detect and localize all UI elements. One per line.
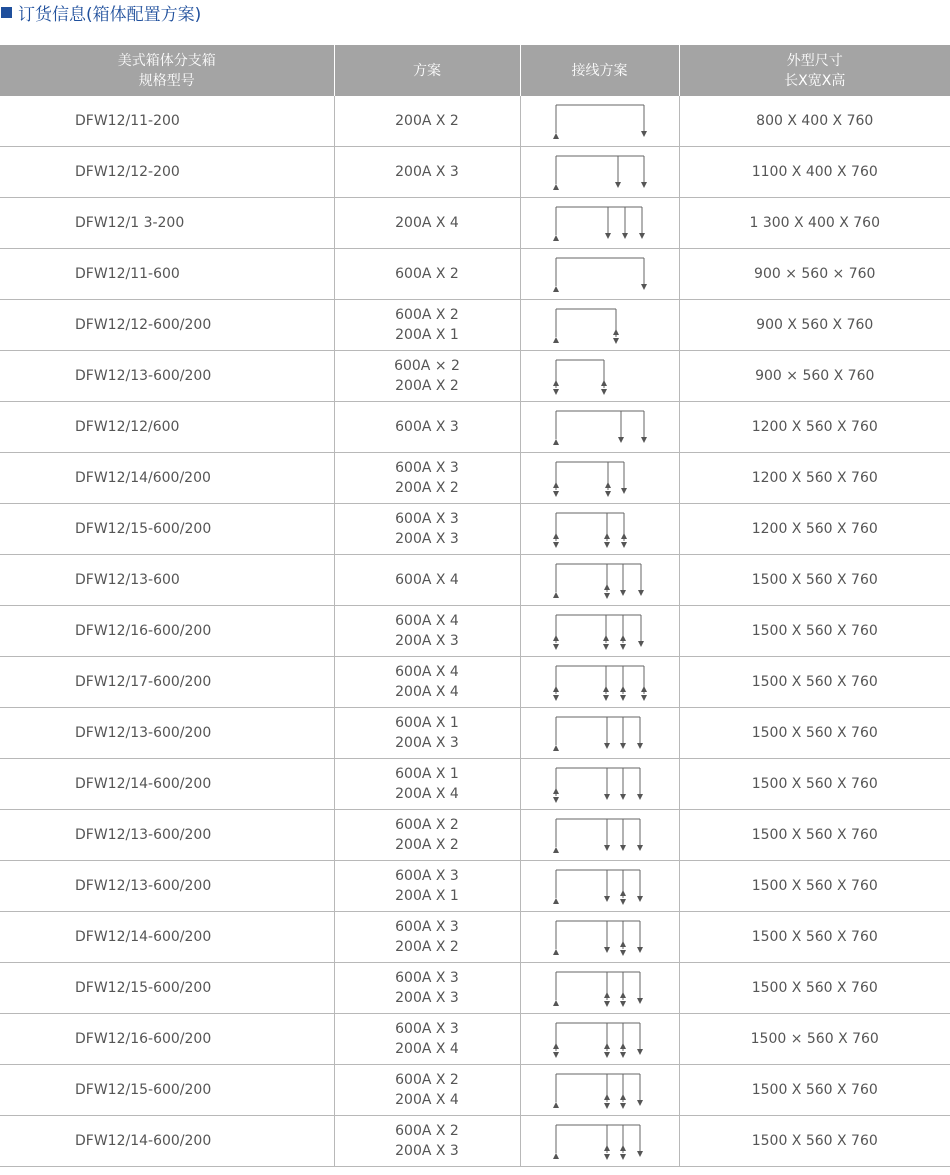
down-arrow-icon bbox=[553, 389, 559, 395]
plan-line: 600A X 4 bbox=[395, 613, 459, 629]
up-arrow-icon bbox=[604, 1145, 610, 1151]
down-arrow-icon bbox=[604, 542, 610, 548]
plan-cell bbox=[334, 198, 520, 249]
up-arrow-icon bbox=[553, 949, 559, 955]
table-row bbox=[0, 708, 950, 759]
wiring-diagram-cell bbox=[520, 861, 679, 912]
dimensions-cell: 1500 X 560 X 760 bbox=[679, 1065, 950, 1116]
down-arrow-icon bbox=[615, 182, 621, 188]
up-arrow-icon bbox=[553, 1000, 559, 1006]
wiring-diagram bbox=[550, 915, 650, 959]
plan-line: 600A × 2 bbox=[394, 358, 460, 374]
dimensions-cell: 1500 × 560 X 760 bbox=[679, 1014, 950, 1065]
plan-cell bbox=[334, 657, 520, 708]
wiring-diagram-cell bbox=[520, 810, 679, 861]
down-arrow-icon bbox=[641, 695, 647, 701]
wiring-diagram-cell bbox=[520, 351, 679, 402]
plan-cell bbox=[334, 453, 520, 504]
plan-cell bbox=[334, 249, 520, 300]
down-arrow-icon bbox=[637, 998, 643, 1004]
dimensions-cell: 1500 X 560 X 760 bbox=[679, 606, 950, 657]
down-arrow-icon bbox=[641, 131, 647, 137]
dimensions-cell: 1200 X 560 X 760 bbox=[679, 402, 950, 453]
plan-line: 600A X 1 bbox=[395, 715, 459, 731]
down-arrow-icon bbox=[603, 644, 609, 650]
table-row bbox=[0, 1116, 950, 1167]
model-cell: DFW12/15-600/200 bbox=[0, 504, 334, 555]
header-dimensions-line2: 长X宽X高 bbox=[784, 72, 846, 89]
up-arrow-icon bbox=[604, 584, 610, 590]
up-arrow-icon bbox=[620, 1094, 626, 1100]
wiring-diagram-cell bbox=[520, 300, 679, 351]
up-arrow-icon bbox=[553, 898, 559, 904]
down-arrow-icon bbox=[604, 1052, 610, 1058]
down-arrow-icon bbox=[637, 743, 643, 749]
table-row bbox=[0, 453, 950, 504]
down-arrow-icon bbox=[553, 1052, 559, 1058]
up-arrow-icon bbox=[553, 592, 559, 598]
down-arrow-icon bbox=[622, 233, 628, 239]
plan-cell bbox=[334, 402, 520, 453]
up-arrow-icon bbox=[605, 482, 611, 488]
table-row bbox=[0, 759, 950, 810]
wiring-diagram-cell bbox=[520, 147, 679, 198]
up-arrow-icon bbox=[604, 1094, 610, 1100]
table-body bbox=[0, 96, 950, 1167]
header-model-line1: 美式箱体分支箱 bbox=[117, 52, 216, 69]
table-row bbox=[0, 810, 950, 861]
up-arrow-icon bbox=[553, 1102, 559, 1108]
down-arrow-icon bbox=[639, 233, 645, 239]
wiring-diagram-cell bbox=[520, 657, 679, 708]
down-arrow-icon bbox=[620, 794, 626, 800]
dimensions-cell: 800 X 400 X 760 bbox=[679, 96, 950, 147]
wiring-diagram bbox=[550, 201, 650, 245]
model-cell: DFW12/13-600/200 bbox=[0, 708, 334, 759]
down-arrow-icon bbox=[620, 743, 626, 749]
up-arrow-icon bbox=[553, 1153, 559, 1159]
up-arrow-icon bbox=[553, 788, 559, 794]
down-arrow-icon bbox=[604, 845, 610, 851]
table-row bbox=[0, 1065, 950, 1116]
down-arrow-icon bbox=[637, 845, 643, 851]
section-title bbox=[0, 0, 201, 24]
wiring-diagram-cell bbox=[520, 912, 679, 963]
dimensions-cell: 900 X 560 X 760 bbox=[679, 300, 950, 351]
dimensions-cell: 1500 X 560 X 760 bbox=[679, 708, 950, 759]
dimensions-cell: 1 300 X 400 X 760 bbox=[679, 198, 950, 249]
up-arrow-icon bbox=[553, 286, 559, 292]
plan-line: 600A X 3 bbox=[395, 919, 459, 935]
model-cell: DFW12/14-600/200 bbox=[0, 912, 334, 963]
down-arrow-icon bbox=[641, 437, 647, 443]
table-row bbox=[0, 198, 950, 249]
wiring-diagram bbox=[550, 303, 650, 347]
down-arrow-icon bbox=[613, 338, 619, 344]
model-cell: DFW12/13-600/200 bbox=[0, 861, 334, 912]
plan-cell bbox=[334, 1065, 520, 1116]
down-arrow-icon bbox=[620, 899, 626, 905]
down-arrow-icon bbox=[604, 593, 610, 599]
up-arrow-icon bbox=[641, 686, 647, 692]
wiring-diagram-cell bbox=[520, 708, 679, 759]
up-arrow-icon bbox=[553, 847, 559, 853]
up-arrow-icon bbox=[620, 941, 626, 947]
down-arrow-icon bbox=[604, 1103, 610, 1109]
up-arrow-icon bbox=[553, 380, 559, 386]
down-arrow-icon bbox=[637, 1100, 643, 1106]
up-arrow-icon bbox=[553, 133, 559, 139]
down-arrow-icon bbox=[604, 743, 610, 749]
table-row bbox=[0, 657, 950, 708]
table-row bbox=[0, 912, 950, 963]
plan-line: 600A X 4 bbox=[395, 664, 459, 680]
up-arrow-icon bbox=[603, 686, 609, 692]
wiring-diagram-cell bbox=[520, 963, 679, 1014]
down-arrow-icon bbox=[604, 896, 610, 902]
table-row bbox=[0, 504, 950, 555]
plan-line: 600A X 3 bbox=[395, 419, 459, 435]
dimensions-cell: 1500 X 560 X 760 bbox=[679, 759, 950, 810]
plan-line: 200A X 3 bbox=[395, 990, 459, 1006]
down-arrow-icon bbox=[604, 1154, 610, 1160]
dimensions-cell: 900 × 560 × 760 bbox=[679, 249, 950, 300]
plan-cell bbox=[334, 555, 520, 606]
table-row bbox=[0, 606, 950, 657]
model-cell: DFW12/15-600/200 bbox=[0, 963, 334, 1014]
up-arrow-icon bbox=[621, 533, 627, 539]
model-cell: DFW12/11-600 bbox=[0, 249, 334, 300]
up-arrow-icon bbox=[553, 184, 559, 190]
wiring-diagram-cell bbox=[520, 96, 679, 147]
model-cell: DFW12/14-600/200 bbox=[0, 759, 334, 810]
model-cell: DFW12/17-600/200 bbox=[0, 657, 334, 708]
wiring-diagram-cell bbox=[520, 1014, 679, 1065]
model-cell: DFW12/13-600 bbox=[0, 555, 334, 606]
up-arrow-icon bbox=[620, 992, 626, 998]
model-cell: DFW12/14/600/200 bbox=[0, 453, 334, 504]
plan-line: 200A X 3 bbox=[395, 164, 459, 180]
down-arrow-icon bbox=[620, 1052, 626, 1058]
bullet-square-icon bbox=[1, 7, 12, 18]
wiring-diagram bbox=[550, 864, 650, 908]
down-arrow-icon bbox=[605, 491, 611, 497]
wiring-diagram-cell bbox=[520, 198, 679, 249]
wiring-diagram bbox=[550, 507, 650, 551]
wiring-diagram bbox=[550, 1068, 650, 1112]
plan-line: 200A X 2 bbox=[395, 113, 459, 129]
up-arrow-icon bbox=[604, 1043, 610, 1049]
wiring-diagram bbox=[550, 150, 650, 194]
down-arrow-icon bbox=[621, 542, 627, 548]
table-row bbox=[0, 402, 950, 453]
plan-cell bbox=[334, 504, 520, 555]
plan-cell bbox=[334, 963, 520, 1014]
wiring-diagram bbox=[550, 252, 650, 296]
plan-cell bbox=[334, 96, 520, 147]
plan-line: 200A X 4 bbox=[395, 1041, 459, 1057]
wiring-diagram bbox=[550, 354, 650, 398]
configuration-table bbox=[0, 45, 950, 1167]
up-arrow-icon bbox=[553, 686, 559, 692]
header-dimensions-line1: 外型尺寸 bbox=[786, 52, 843, 69]
wiring-diagram-cell bbox=[520, 249, 679, 300]
wiring-diagram bbox=[550, 609, 650, 653]
plan-cell bbox=[334, 759, 520, 810]
table-row bbox=[0, 147, 950, 198]
down-arrow-icon bbox=[637, 896, 643, 902]
section-title-text: 订货信息(箱体配置方案) bbox=[18, 4, 202, 25]
down-arrow-icon bbox=[553, 695, 559, 701]
wiring-diagram bbox=[550, 558, 650, 602]
down-arrow-icon bbox=[641, 182, 647, 188]
plan-line: 200A X 3 bbox=[395, 531, 459, 547]
model-cell: DFW12/13-600/200 bbox=[0, 810, 334, 861]
wiring-diagram bbox=[550, 813, 650, 857]
plan-line: 200A X 2 bbox=[395, 378, 459, 394]
up-arrow-icon bbox=[553, 235, 559, 241]
wiring-diagram-cell bbox=[520, 1065, 679, 1116]
down-arrow-icon bbox=[605, 233, 611, 239]
plan-line: 200A X 1 bbox=[395, 327, 459, 343]
plan-line: 200A X 3 bbox=[395, 1143, 459, 1159]
up-arrow-icon bbox=[553, 635, 559, 641]
model-cell: DFW12/14-600/200 bbox=[0, 1116, 334, 1167]
up-arrow-icon bbox=[553, 1043, 559, 1049]
down-arrow-icon bbox=[620, 1103, 626, 1109]
wiring-diagram bbox=[550, 711, 650, 755]
down-arrow-icon bbox=[553, 797, 559, 803]
down-arrow-icon bbox=[553, 542, 559, 548]
header-plan: 方案 bbox=[334, 45, 520, 96]
up-arrow-icon bbox=[601, 380, 607, 386]
plan-cell bbox=[334, 810, 520, 861]
dimensions-cell: 1500 X 560 X 760 bbox=[679, 912, 950, 963]
wiring-diagram bbox=[550, 966, 650, 1010]
plan-cell bbox=[334, 300, 520, 351]
model-cell: DFW12/16-600/200 bbox=[0, 1014, 334, 1065]
down-arrow-icon bbox=[620, 590, 626, 596]
wiring-diagram bbox=[550, 1119, 650, 1163]
dimensions-cell: 1200 X 560 X 760 bbox=[679, 453, 950, 504]
wiring-diagram-cell bbox=[520, 1116, 679, 1167]
down-arrow-icon bbox=[621, 488, 627, 494]
up-arrow-icon bbox=[620, 890, 626, 896]
wiring-diagram-cell bbox=[520, 402, 679, 453]
down-arrow-icon bbox=[620, 644, 626, 650]
model-cell: DFW12/12/600 bbox=[0, 402, 334, 453]
plan-line: 600A X 2 bbox=[395, 1123, 459, 1139]
table-row bbox=[0, 555, 950, 606]
plan-line: 600A X 3 bbox=[395, 460, 459, 476]
plan-line: 600A X 3 bbox=[395, 1021, 459, 1037]
model-cell: DFW12/15-600/200 bbox=[0, 1065, 334, 1116]
down-arrow-icon bbox=[603, 695, 609, 701]
up-arrow-icon bbox=[613, 329, 619, 335]
model-cell: DFW12/11-200 bbox=[0, 96, 334, 147]
down-arrow-icon bbox=[604, 794, 610, 800]
plan-line: 200A X 2 bbox=[395, 939, 459, 955]
plan-line: 600A X 2 bbox=[395, 266, 459, 282]
down-arrow-icon bbox=[620, 950, 626, 956]
plan-cell bbox=[334, 861, 520, 912]
wiring-diagram-cell bbox=[520, 606, 679, 657]
plan-line: 200A X 2 bbox=[395, 480, 459, 496]
down-arrow-icon bbox=[638, 641, 644, 647]
table-row bbox=[0, 249, 950, 300]
up-arrow-icon bbox=[553, 337, 559, 343]
header-model-line2: 规格型号 bbox=[138, 72, 195, 89]
plan-line: 200A X 4 bbox=[395, 786, 459, 802]
table-row bbox=[0, 96, 950, 147]
dimensions-cell: 1500 X 560 X 760 bbox=[679, 810, 950, 861]
dimensions-cell: 1100 X 400 X 760 bbox=[679, 147, 950, 198]
down-arrow-icon bbox=[618, 437, 624, 443]
dimensions-cell: 900 × 560 X 760 bbox=[679, 351, 950, 402]
down-arrow-icon bbox=[604, 947, 610, 953]
up-arrow-icon bbox=[620, 1145, 626, 1151]
model-cell: DFW12/12-200 bbox=[0, 147, 334, 198]
header-dimensions bbox=[679, 45, 950, 96]
wiring-diagram-cell bbox=[520, 453, 679, 504]
wiring-diagram bbox=[550, 762, 650, 806]
down-arrow-icon bbox=[637, 794, 643, 800]
plan-line: 600A X 3 bbox=[395, 970, 459, 986]
plan-line: 200A X 1 bbox=[395, 888, 459, 904]
up-arrow-icon bbox=[620, 686, 626, 692]
down-arrow-icon bbox=[620, 1001, 626, 1007]
down-arrow-icon bbox=[637, 1049, 643, 1055]
down-arrow-icon bbox=[641, 284, 647, 290]
header-wiring: 接线方案 bbox=[520, 45, 679, 96]
down-arrow-icon bbox=[637, 947, 643, 953]
plan-line: 600A X 2 bbox=[395, 1072, 459, 1088]
header-model bbox=[0, 45, 334, 96]
plan-line: 600A X 2 bbox=[395, 307, 459, 323]
dimensions-cell: 1500 X 560 X 760 bbox=[679, 555, 950, 606]
plan-cell bbox=[334, 912, 520, 963]
table-header-row bbox=[0, 45, 950, 96]
plan-line: 600A X 3 bbox=[395, 868, 459, 884]
table-row bbox=[0, 1014, 950, 1065]
plan-cell bbox=[334, 351, 520, 402]
dimensions-cell: 1200 X 560 X 760 bbox=[679, 504, 950, 555]
up-arrow-icon bbox=[604, 992, 610, 998]
down-arrow-icon bbox=[553, 491, 559, 497]
plan-cell bbox=[334, 1014, 520, 1065]
up-arrow-icon bbox=[604, 533, 610, 539]
table-row bbox=[0, 351, 950, 402]
down-arrow-icon bbox=[604, 1001, 610, 1007]
wiring-diagram bbox=[550, 1017, 650, 1061]
plan-line: 600A X 3 bbox=[395, 511, 459, 527]
up-arrow-icon bbox=[553, 439, 559, 445]
plan-cell bbox=[334, 708, 520, 759]
model-cell: DFW12/13-600/200 bbox=[0, 351, 334, 402]
plan-line: 600A X 1 bbox=[395, 766, 459, 782]
plan-line: 200A X 3 bbox=[395, 735, 459, 751]
dimensions-cell: 1500 X 560 X 760 bbox=[679, 861, 950, 912]
down-arrow-icon bbox=[601, 389, 607, 395]
plan-line: 200A X 2 bbox=[395, 837, 459, 853]
model-cell: DFW12/1 3-200 bbox=[0, 198, 334, 249]
wiring-diagram bbox=[550, 456, 650, 500]
down-arrow-icon bbox=[620, 1154, 626, 1160]
up-arrow-icon bbox=[553, 745, 559, 751]
dimensions-cell: 1500 X 560 X 760 bbox=[679, 963, 950, 1014]
wiring-diagram-cell bbox=[520, 504, 679, 555]
plan-cell bbox=[334, 147, 520, 198]
plan-line: 200A X 3 bbox=[395, 633, 459, 649]
wiring-diagram bbox=[550, 405, 650, 449]
plan-line: 600A X 4 bbox=[395, 572, 459, 588]
plan-cell bbox=[334, 606, 520, 657]
plan-line: 200A X 4 bbox=[395, 684, 459, 700]
down-arrow-icon bbox=[620, 845, 626, 851]
wiring-diagram bbox=[550, 660, 650, 704]
dimensions-cell: 1500 X 560 X 760 bbox=[679, 657, 950, 708]
up-arrow-icon bbox=[620, 635, 626, 641]
up-arrow-icon bbox=[603, 635, 609, 641]
down-arrow-icon bbox=[638, 590, 644, 596]
up-arrow-icon bbox=[553, 533, 559, 539]
plan-cell bbox=[334, 1116, 520, 1167]
plan-line: 200A X 4 bbox=[395, 215, 459, 231]
wiring-diagram bbox=[550, 99, 650, 143]
dimensions-cell: 1500 X 560 X 760 bbox=[679, 1116, 950, 1167]
up-arrow-icon bbox=[553, 482, 559, 488]
model-cell: DFW12/16-600/200 bbox=[0, 606, 334, 657]
plan-line: 200A X 4 bbox=[395, 1092, 459, 1108]
table-row bbox=[0, 300, 950, 351]
table-row bbox=[0, 963, 950, 1014]
up-arrow-icon bbox=[620, 1043, 626, 1049]
down-arrow-icon bbox=[553, 644, 559, 650]
wiring-diagram-cell bbox=[520, 759, 679, 810]
model-cell: DFW12/12-600/200 bbox=[0, 300, 334, 351]
table-row bbox=[0, 861, 950, 912]
plan-line: 600A X 2 bbox=[395, 817, 459, 833]
wiring-diagram-cell bbox=[520, 555, 679, 606]
down-arrow-icon bbox=[620, 695, 626, 701]
down-arrow-icon bbox=[637, 1151, 643, 1157]
